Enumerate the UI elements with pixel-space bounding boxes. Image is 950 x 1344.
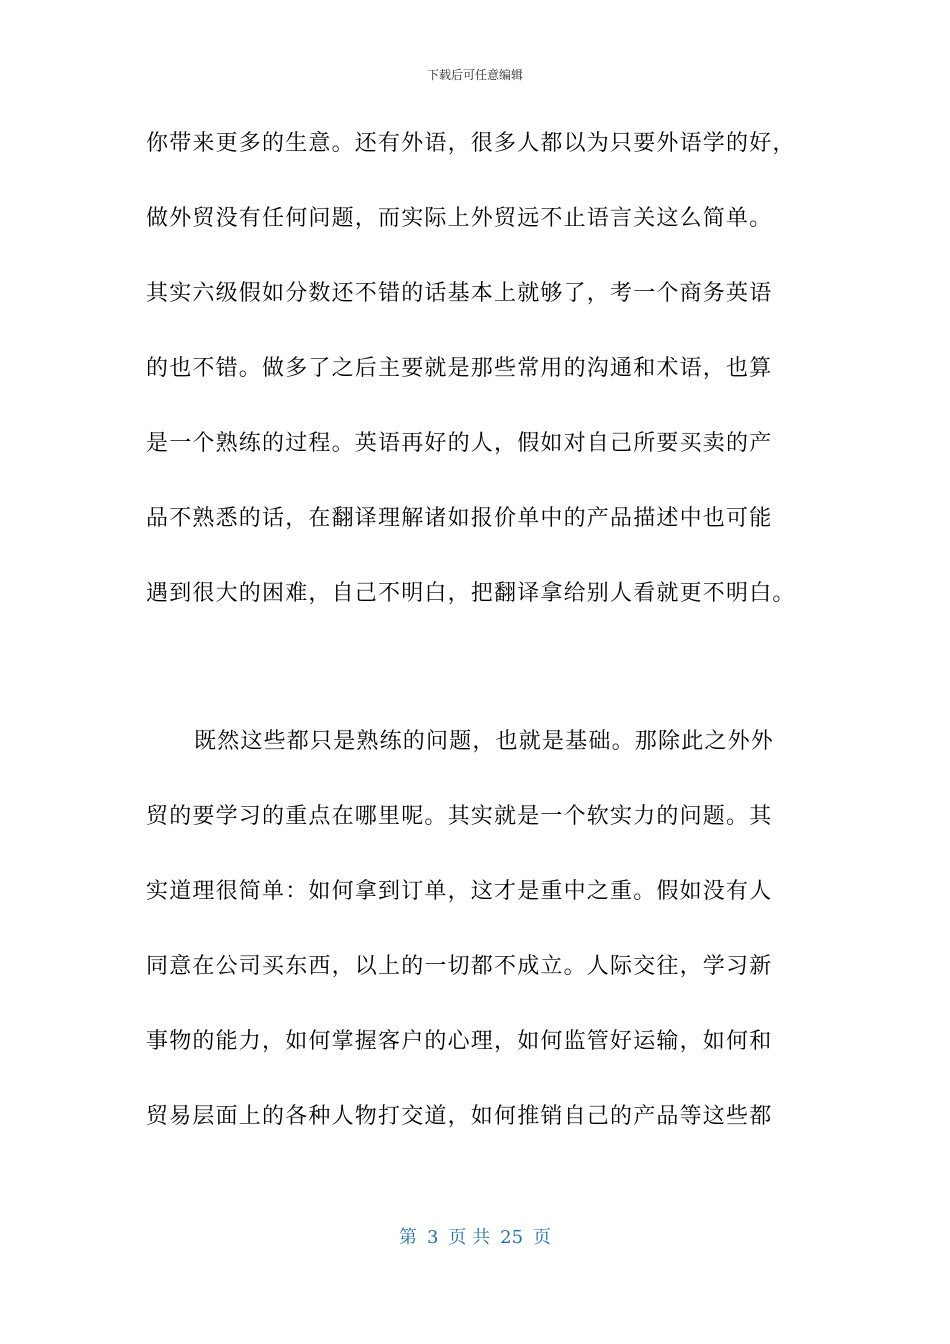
p1-line-2: 做外贸没有任何问题，而实际上外贸远不止语言关这么简单。 [146, 206, 773, 231]
page-footer [0, 1226, 950, 1250]
footer-total-pages: 25 [500, 1227, 524, 1248]
p2-line-2: 贸的要学习的重点在哪里呢。其实就是一个软实力的问题。其 [146, 804, 773, 829]
footer-middle: 页 共 [448, 1227, 491, 1248]
p2-line-6: 贸易层面上的各种人物打交道，如何推销自己的产品等这些都 [146, 1104, 773, 1129]
p1-line-3: 其实六级假如分数还不错的话基本上就够了，考一个商务英语 [146, 281, 773, 306]
p2-line-1: 既然这些都只是熟练的问题，也就是基础。那除此之外外 [194, 729, 775, 754]
p2-line-3: 实道理很简单：如何拿到订单，这才是重中之重。假如没有人 [146, 879, 773, 904]
footer-current-page: 3 [426, 1227, 439, 1248]
p1-line-1: 你带来更多的生意。还有外语，很多人都以为只要外语学的好， [146, 131, 796, 156]
footer-prefix: 第 [398, 1227, 417, 1248]
p1-line-4: 的也不错。做多了之后主要就是那些常用的沟通和术语，也算 [146, 356, 773, 381]
p1-line-7: 遇到很大的困难，自己不明白，把翻译拿给别人看就更不明白。 [146, 581, 796, 606]
p1-line-6: 品不熟悉的话，在翻译理解诸如报价单中的产品描述中也可能 [146, 506, 773, 531]
p2-line-5: 事物的能力，如何掌握客户的心理，如何监管好运输，如何和 [146, 1029, 773, 1054]
p2-line-4: 同意在公司买东西，以上的一切都不成立。人际交往，学习新 [146, 954, 773, 979]
page-header: 下载后可任意编辑 [426, 68, 523, 82]
footer-suffix: 页 [533, 1227, 552, 1248]
p1-line-5: 是一个熟练的过程。英语再好的人，假如对自己所要买卖的产 [146, 431, 773, 456]
